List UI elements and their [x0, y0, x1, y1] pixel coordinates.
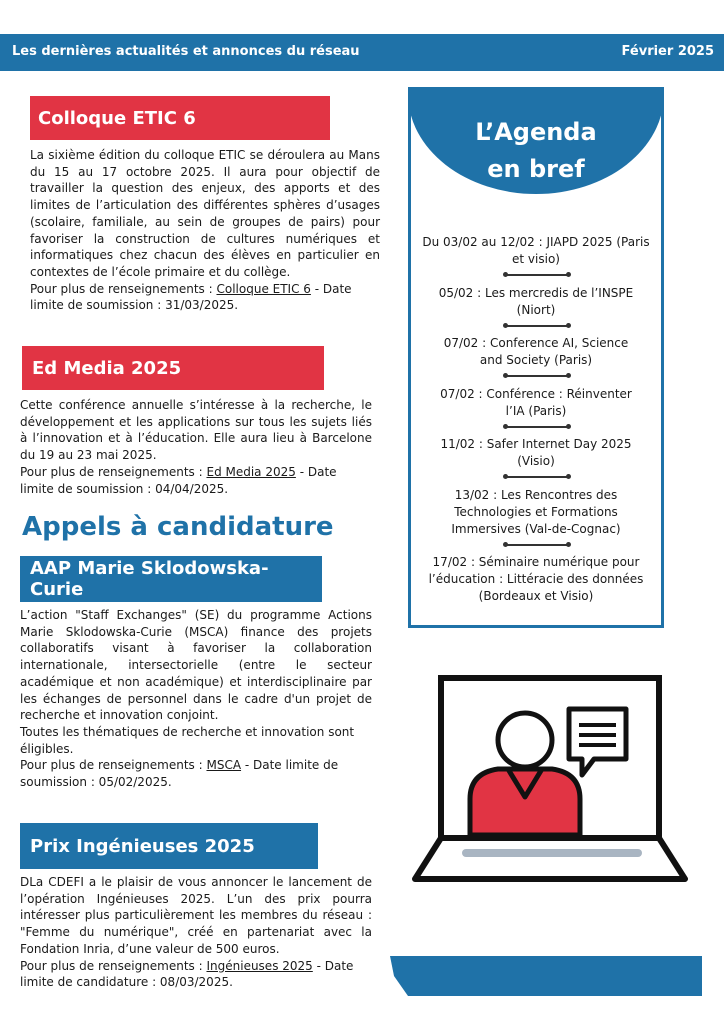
- agenda-title: [411, 114, 661, 188]
- agenda-item: 07/02 : Conférence : Réinventer l’IA (Paris): [440, 387, 632, 418]
- edmedia-link[interactable]: Ed Media 2025: [206, 464, 296, 479]
- etic-more-prefix: Pour plus de renseignements :: [30, 281, 217, 296]
- agenda-item: Du 03/02 au 12/02 : JIAPD 2025 (Paris et visio): [422, 235, 650, 266]
- prix-link[interactable]: Ingénieuses 2025: [206, 958, 313, 973]
- agenda-separator: [505, 476, 569, 478]
- agenda-item: 07/02 : Conference AI, Science and Society (Paris): [443, 336, 629, 367]
- agenda-separator: [505, 375, 569, 377]
- agenda-separator: [505, 426, 569, 428]
- prix-more-prefix: Pour plus de renseignements :: [20, 958, 207, 973]
- prix-heading-text: Prix Ingénieuses 2025: [30, 835, 255, 857]
- msca-more: [20, 757, 372, 790]
- agenda-item: 17/02 : Séminaire numérique pour l’éducation : Littéracie des données (Bordeaux et Visio): [428, 555, 644, 603]
- agenda-title-line1: L’Agenda: [475, 118, 597, 146]
- msca-heading: [20, 556, 322, 602]
- msca-heading-line1: AAP Marie Sklodowska-: [30, 558, 269, 579]
- prix-more-suffix: - Date limite de candidature : 08/03/2025.: [20, 958, 354, 990]
- msca-body: L’action "Staff Exchanges" (SE) du programme Actions Marie Sklodowska-Curie (MSCA) finance des projets collaboratifs visant à favoriser la collaboration internationale, intersectorielle (entre le secteur académique et non académique) et interdisciplinaire par les échanges de personnel dans le cadre d'un projet de recherche et innovation conjoint.: [20, 608, 372, 723]
- prix-heading: [20, 823, 318, 869]
- edmedia-more-suffix: - Date limite de soumission : 04/04/2025.: [20, 464, 337, 496]
- edmedia-more-prefix: Pour plus de renseignements :: [20, 464, 207, 479]
- edmedia-heading-text: Ed Media 2025: [32, 357, 182, 379]
- bottom-ribbon: [390, 956, 702, 996]
- agenda-separator: [505, 274, 569, 276]
- newsletter-date: Février 2025: [621, 44, 714, 59]
- etic-paragraph: [30, 147, 380, 314]
- agenda-item: 11/02 : Safer Internet Day 2025 (Visio): [440, 437, 632, 468]
- agenda-separator: [505, 544, 569, 546]
- edmedia-more: [20, 464, 372, 497]
- newsletter-title: Les dernières actualités et annonces du réseau: [12, 44, 360, 59]
- edmedia-body: Cette conférence annuelle s’intéresse à la recherche, le développement et les applications sur tous les sujets liés à l’innovation et à l’éducation. Elle aura lieu à Barcelone du 19 au 23 mai 2025.: [20, 398, 372, 463]
- agenda-title-line2: en bref: [487, 155, 585, 183]
- agenda-item: 13/02 : Les Rencontres des Technologies et Formations Immersives (Val-de-Cognac): [451, 488, 621, 536]
- video-call-laptop-icon: [412, 675, 688, 885]
- msca-heading-line2: Curie: [30, 579, 84, 600]
- prix-more: [20, 958, 372, 991]
- etic-heading-text: Colloque ETIC 6: [38, 107, 196, 129]
- agenda-item: 05/02 : Les mercredis de l’INSPE (Niort): [438, 286, 634, 317]
- edmedia-paragraph: [20, 397, 372, 497]
- msca-more-suffix: - Date limite de soumission : 05/02/2025.: [20, 758, 339, 790]
- msca-link[interactable]: MSCA: [206, 758, 242, 773]
- agenda-box: [408, 87, 664, 628]
- etic-more-suffix: - Date limite de soumission : 31/03/2025.: [30, 281, 352, 313]
- etic-link[interactable]: Colloque ETIC 6: [216, 281, 311, 296]
- agenda-separator: [505, 325, 569, 327]
- etic-more: [30, 281, 380, 314]
- edmedia-heading: [22, 346, 324, 390]
- msca-body2: Toutes les thématiques de recherche et innovation sont éligibles.: [20, 724, 355, 756]
- prix-body: DLa CDEFI a le plaisir de vous annoncer le lancement de l’opération Ingénieuses 2025. L’un des prix pourra intéresser plus particulièrement les membres du réseau : "Femme du numérique", créé en partenariat avec la Fondation Inria, d’une valeur de 500 euros.: [20, 875, 372, 956]
- etic-body: La sixième édition du colloque ETIC se déroulera au Mans du 15 au 17 octobre 2025. Il aura pour objectif de travailler la question des enjeux, des apports et des limites de l’articulation des différentes sphères d’usages (scolaire, familiale, au sein de groupes de pairs) pour favoriser la construction de cultures numériques et informatiques chez chacun des élèves en particulier en contextes de l’école primaire et du collège.: [30, 148, 380, 279]
- prix-paragraph: [20, 874, 372, 991]
- calls-title: Appels à candidature: [22, 512, 334, 542]
- etic-heading: [30, 96, 330, 140]
- msca-paragraph: [20, 607, 372, 791]
- top-banner: [0, 34, 724, 71]
- msca-more-prefix: Pour plus de renseignements :: [20, 758, 207, 773]
